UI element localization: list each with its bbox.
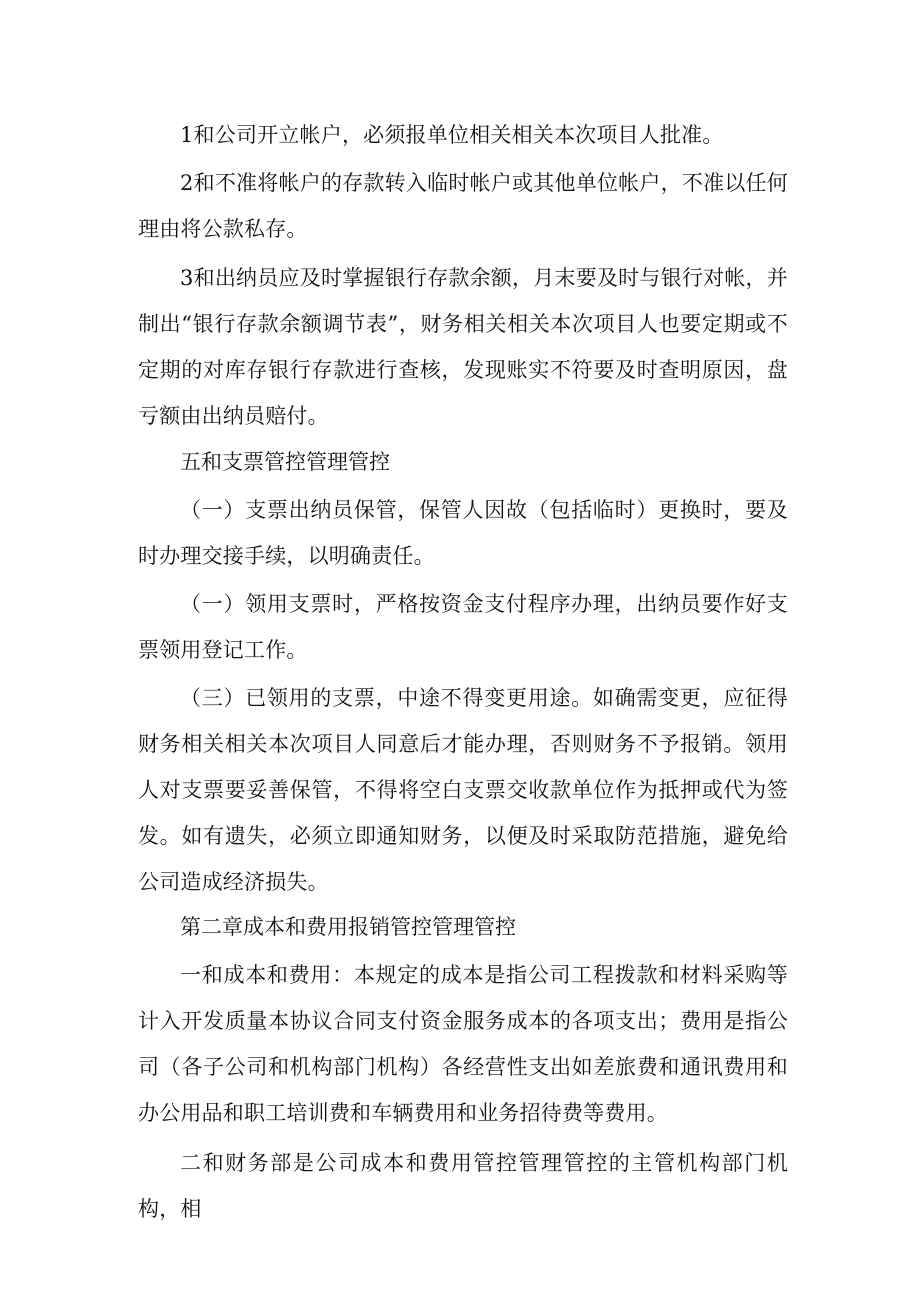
paragraph-cashier-reconciliation: 3和出纳员应及时掌握银行存款余额，月末要及时与银行对帐，并制出“银行存款余额调节表”，财务相关相关本次项目人也要定期或不定期的对库存银行存款进行查核，发现账实不符要及时查明原因，盘亏额由出纳员赔付。 bbox=[138, 266, 788, 428]
paragraph-cost-expense-definition: 一和成本和费用：本规定的成本是指公司工程拨款和材料采购等计入开发质量本协议合同支付资金服务成本的各项支出；费用是指公司（各子公司和机构部门机构）各经营性支出如差旅费和通讯费用和办公用品和职工培训费和车辆费用和业务招待费等费用。 bbox=[138, 963, 788, 1125]
paragraph-no-transfer: 2和不准将帐户的存款转入临时帐户或其他单位帐户，不准以任何理由将公款私存。 bbox=[138, 171, 788, 241]
paragraph-account-opening: 1和公司开立帐户，必须报单位相关相关本次项目人批准。 bbox=[180, 123, 724, 147]
paragraph-cheque-usage-rules: （三）已领用的支票，中途不得变更用途。如确需变更，应征得财务相关相关本次项目人同意后才能办理，否则财务不予报销。领用人对支票要妥善保管，不得将空白支票交收款单位作为抵押或代为签发。如有遗失，必须立即通知财务，以便及时采取防范措施，避免给公司造成经济损失。 bbox=[138, 686, 788, 894]
section-heading-cheque-management: 五和支票管控管理管控 bbox=[180, 450, 390, 474]
paragraph-finance-department: 二和财务部是公司成本和费用管控管理管控的主管机构部门机构，相 bbox=[138, 1151, 788, 1221]
chapter-heading-cost-expense: 第二章成本和费用报销管控管理管控 bbox=[180, 915, 516, 939]
paragraph-cheque-custody: （一）支票出纳员保管，保管人因故（包括临时）更换时，要及时办理交接手续，以明确责任。 bbox=[138, 498, 788, 568]
paragraph-cheque-requisition: （一）领用支票时，严格按资金支付程序办理，出纳员要作好支票领用登记工作。 bbox=[138, 592, 788, 662]
